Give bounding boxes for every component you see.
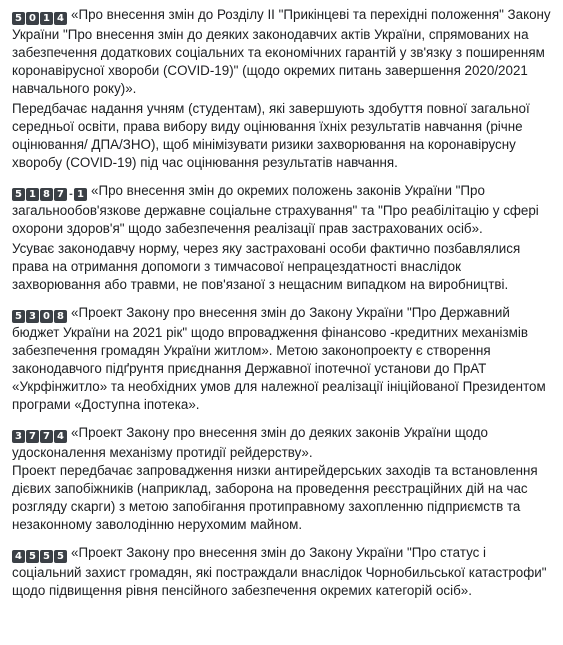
bill-title-line [12, 182, 553, 238]
bill-number-keycaps [12, 8, 68, 26]
keycap-digit-icon: 3 [12, 430, 25, 443]
bill-number-keycaps [12, 546, 68, 564]
keycap-digit-icon: 1 [74, 188, 87, 201]
keycap-digit-icon: 5 [12, 12, 25, 25]
keycap-digit-icon: 5 [26, 550, 39, 563]
bill-title-line [12, 6, 553, 98]
bill-title: «Про внесення змін до окремих положень законів України "Про загальнообов'язкове державне соціальне страхування" та "Про реабілітацію у сфері охорони здоров'я" щодо забезпечення реалізації прав застрахованих осіб». [12, 183, 539, 236]
keycap-digit-icon: 1 [40, 12, 53, 25]
bill-title: «Проект Закону про внесення змін до Закону України "Про Державний бюджет України на 2021 рік" щодо впровадження фінансово -кредитних механізмів забезпечення громадян України житлом». Метою законопроекту є створення законодавчого підґрунтя приєднання Державної іпотечної установи до ПрАТ «Укрфінжитло» та необхідних умов для належної реалізації ініційованої Президентом програми «Доступна іпотека». [12, 305, 546, 412]
bill-title-line [12, 424, 553, 462]
keycap-dash-icon: - [69, 188, 73, 200]
keycap-digit-icon: 5 [54, 550, 67, 563]
bill-description: Проект передбачає запровадження низки антирейдерських заходів та встановлення дієвих запобіжників (наприклад, заборона на проведення реєстраційних дій на час розгляду скарги) з метою запобігання протиправному захопленню підприємств та незаконному заволодінню нерухомим майном. [12, 463, 538, 532]
bill-item [12, 544, 553, 600]
keycap-digit-icon: 0 [26, 12, 39, 25]
bill-description: Усуває законодавчу норму, через яку застраховані особи фактично позбавлялися права на отримання допомоги з тимчасової непрацездатності внаслідок захворювання або травми, не пов'язаної з нещасним випадком на виробництві. [12, 241, 521, 292]
keycap-digit-icon: 3 [26, 310, 39, 323]
keycap-digit-icon: 7 [54, 188, 67, 201]
keycap-digit-icon: 1 [26, 188, 39, 201]
keycap-digit-icon: 5 [12, 188, 25, 201]
bill-item [12, 6, 553, 172]
keycap-digit-icon: 0 [40, 310, 53, 323]
bill-title: «Проект Закону про внесення змін до деяких законів України щодо удосконалення механізму протидії рейдерству». [12, 425, 488, 460]
bill-item [12, 304, 553, 414]
bill-title-line [12, 304, 553, 414]
keycap-digit-icon: 4 [54, 430, 67, 443]
keycap-digit-icon: 7 [26, 430, 39, 443]
bill-title: «Про внесення змін до Розділу ІІ "Прикінцеві та перехідні положення" Закону України "Про внесення змін до деяких законодавчих актів України, спрямованих на забезпечення додаткових соціальних та економічних гарантій у зв'язку з поширенням коронавірусної хвороби (COVID-19)" (щодо окремих питань завершення 2020/2021 навчального року)». [12, 7, 551, 96]
bill-number-keycaps [12, 184, 88, 202]
keycap-digit-icon: 4 [12, 550, 25, 563]
keycap-digit-icon: 5 [12, 310, 25, 323]
bill-number-keycaps [12, 306, 68, 324]
keycap-digit-icon: 8 [40, 188, 53, 201]
bill-description: Передбачає надання учням (студентам), які завершують здобуття повної загальної середньої освіти, права вибору виду оцінювання їхніх результатів навчання (річне оцінювання/ ДПА/ЗНО), щоб мінімізувати ризики захворювання на коронавірусну хворобу (COVID-19) під час оцінювання результатів навчання. [12, 101, 530, 170]
keycap-digit-icon: 7 [40, 430, 53, 443]
bill-item [12, 424, 553, 534]
bill-title-line [12, 544, 553, 600]
bill-number-keycaps [12, 426, 68, 444]
keycap-digit-icon: 5 [40, 550, 53, 563]
keycap-digit-icon: 8 [54, 310, 67, 323]
bill-item [12, 182, 553, 294]
bill-title: «Проект Закону про внесення змін до Закону України "Про статус і соціальний захист громадян, які постраждали внаслідок Чорнобильської катастрофи" щодо підвищення рівня пенсійного забезпечення окремих категорій осіб». [12, 545, 547, 598]
keycap-digit-icon: 4 [54, 12, 67, 25]
